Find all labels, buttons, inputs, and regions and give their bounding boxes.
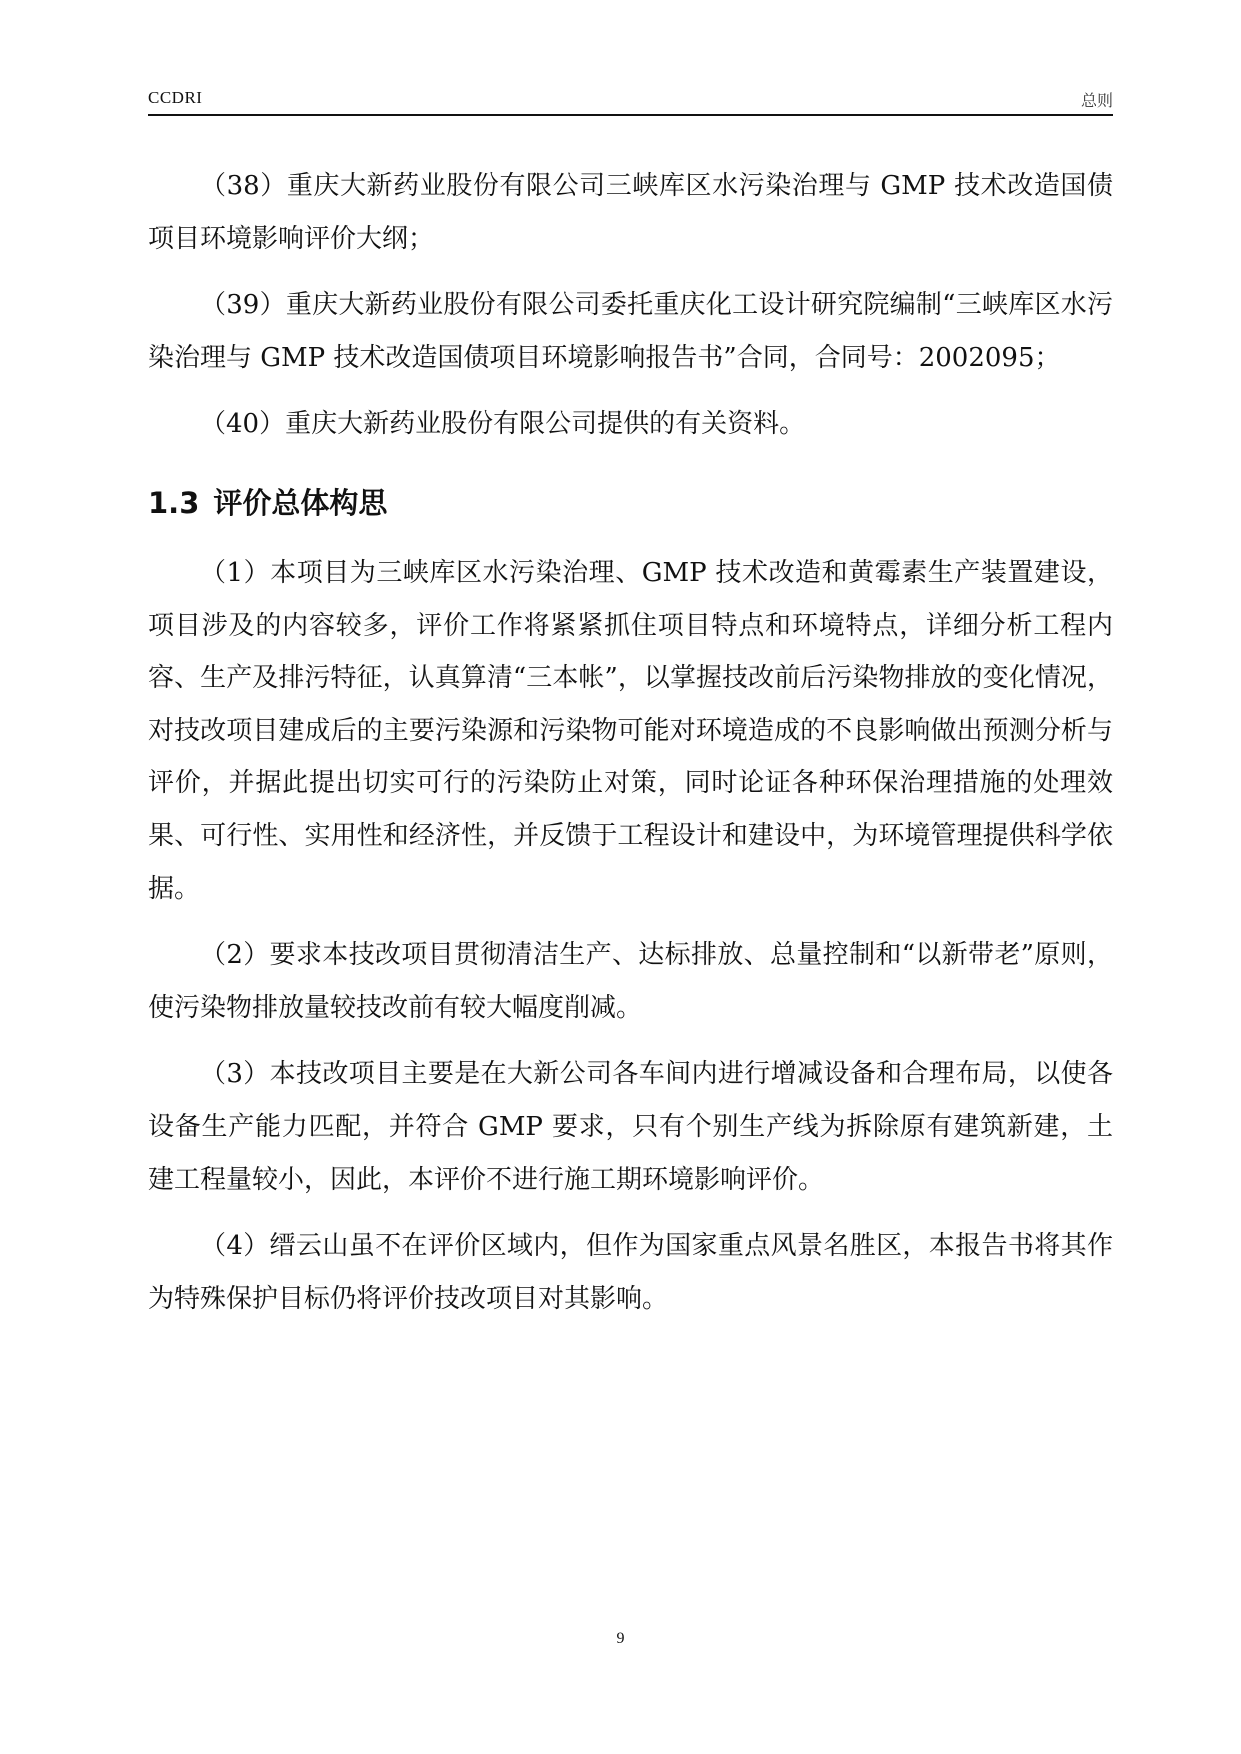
reference-item-39: （39）重庆大新药业股份有限公司委托重庆化工设计研究院编制“三峡库区水污染治理与 GMP 技术改造国债项目环境影响报告书”合同，合同号：2002095； (148, 290, 1113, 373)
section-paragraph-3: （3）本技改项目主要是在大新公司各车间内进行增减设备和合理布局，以使各设备生产能力匹配，并符合 GMP 要求，只有个别生产线为拆除原有建筑新建，土建工程量较小，因此，本评价不进行施工期环境影响评价。 (148, 1059, 1113, 1195)
section-body (148, 547, 1113, 1325)
reference-item-40: （40）重庆大新药业股份有限公司提供的有关资料。 (200, 409, 806, 440)
section-number: 1.3 (148, 485, 200, 520)
section-paragraph-1: （1）本项目为三峡库区水污染治理、GMP 技术改造和黄霉素生产装置建设，项目涉及的内容较多，评价工作将紧紧抓住项目特点和环境特点，详细分析工程内容、生产及排污特征，认真算清“三本帐”，以掌握技改前后污染物排放的变化情况，对技改项目建成后的主要污染源和污染物可能对环境造成的不良影响做出预测分析与评价，并据此提出切实可行的污染防止对策，同时论证各种环保治理措施的处理效果、可行性、实用性和经济性，并反馈于工程设计和建设中，为环境管理提供科学依据。 (148, 557, 1113, 904)
header-org-name: CCDRI (148, 88, 203, 107)
reference-list (148, 160, 1113, 451)
header-chapter-title: 总则 (1080, 91, 1113, 110)
section-title: 评价总体构思 (213, 485, 388, 520)
page-header (148, 88, 1113, 116)
document-body (148, 160, 1113, 1325)
reference-item-38: （38）重庆大新药业股份有限公司三峡库区水污染治理与 GMP 技术改造国债项目环境影响评价大纲； (148, 171, 1113, 254)
page-number: 9 (616, 1630, 625, 1647)
section-heading (148, 481, 1113, 525)
section-paragraph-2: （2）要求本技改项目贯彻清洁生产、达标排放、总量控制和“以新带老”原则，使污染物排放量较技改前有较大幅度削减。 (148, 940, 1113, 1023)
section-paragraph-4: （4）缙云山虽不在评价区域内，但作为国家重点风景名胜区，本报告书将其作为特殊保护目标仍将评价技改项目对其影响。 (148, 1231, 1113, 1314)
